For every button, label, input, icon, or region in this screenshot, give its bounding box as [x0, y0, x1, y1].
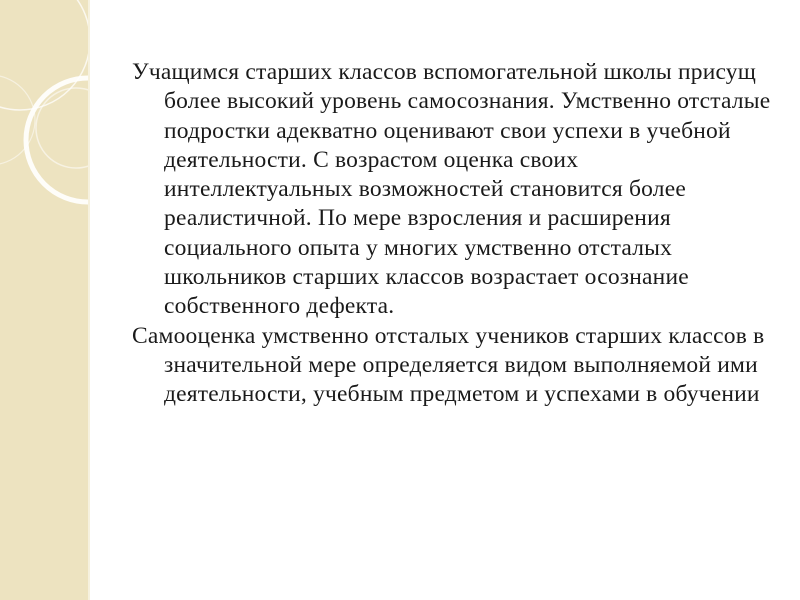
- paragraph-2: Самооценка умственно отсталых учеников старших классов в значительной мере определяется видом выполняемой ими деятельности, учебным предметом и успехами в обучении: [132, 322, 765, 408]
- slide-body-text: [132, 58, 772, 410]
- decorative-side-panel: [0, 0, 88, 600]
- decorative-circles-graphic: [0, 0, 88, 600]
- decorative-circle-ring: [26, 78, 88, 202]
- paragraph-1: Учащимся старших классов вспомогательной школы присущ более высокий уровень самосознания. Умственно отсталые подростки адекватно оценивают свои успехи в учебной деятельности. С возрастом оценка своих интеллектуальных возможностей становится более реалистичной. По мере взросления и расширения социального опыта у многих умственно отсталых школьников старших классов возрастает осознание собственного дефекта.: [132, 59, 771, 320]
- panel-divider: [88, 0, 90, 600]
